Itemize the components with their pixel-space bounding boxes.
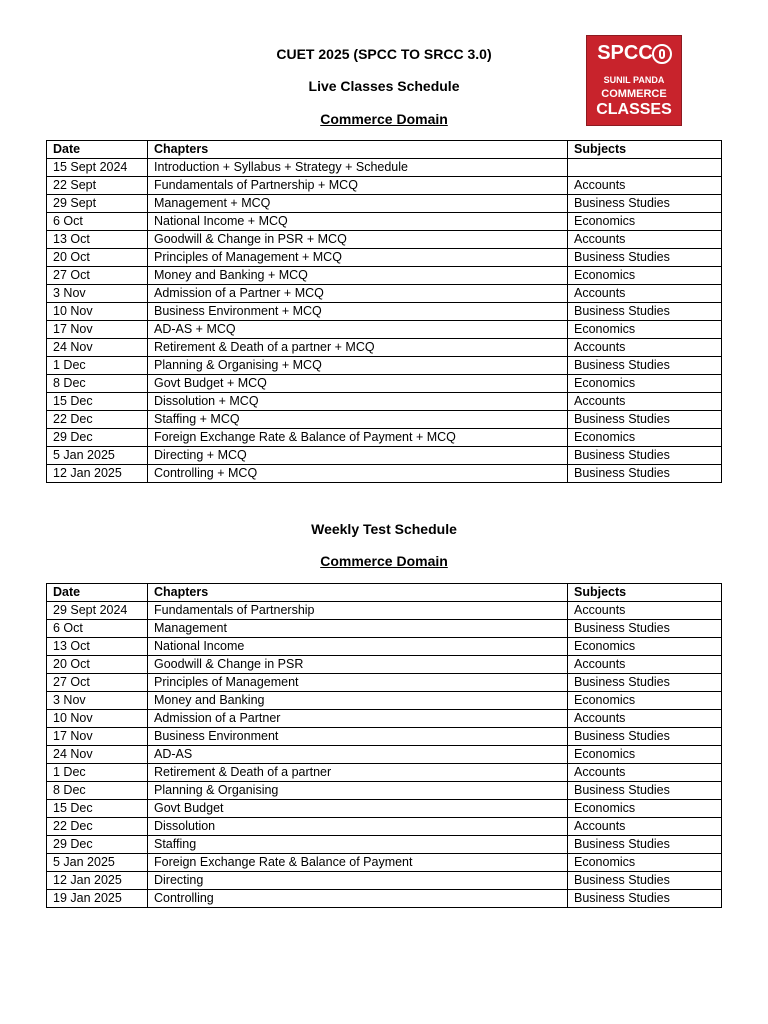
cell-chapter: Fundamentals of Partnership + MCQ — [148, 177, 568, 195]
cell-chapter: Foreign Exchange Rate & Balance of Payment + MCQ — [148, 429, 568, 447]
cell-date: 27 Oct — [47, 267, 148, 285]
cell-chapter: Goodwill & Change in PSR + MCQ — [148, 231, 568, 249]
table-row — [47, 818, 722, 836]
cell-chapter: Management — [148, 620, 568, 638]
cell-subject: Economics — [568, 746, 722, 764]
cell-subject: Economics — [568, 800, 722, 818]
table-row — [47, 375, 722, 393]
cell-subject: Business Studies — [568, 890, 722, 908]
header-chapters: Chapters — [148, 141, 568, 159]
table-row — [47, 393, 722, 411]
cell-subject: Accounts — [568, 339, 722, 357]
cell-chapter: Govt Budget — [148, 800, 568, 818]
table-row — [47, 303, 722, 321]
cell-subject: Business Studies — [568, 674, 722, 692]
cell-subject: Business Studies — [568, 447, 722, 465]
cell-subject: Accounts — [568, 602, 722, 620]
cell-date: 10 Nov — [47, 710, 148, 728]
cell-subject: Accounts — [568, 393, 722, 411]
cell-chapter: Money and Banking + MCQ — [148, 267, 568, 285]
cell-chapter: Admission of a Partner — [148, 710, 568, 728]
cell-chapter: Goodwill & Change in PSR — [148, 656, 568, 674]
table-row — [47, 836, 722, 854]
cell-chapter: Planning & Organising + MCQ — [148, 357, 568, 375]
logo-line-1: SUNIL PANDA — [603, 75, 665, 85]
cell-subject: Economics — [568, 854, 722, 872]
cell-date: 17 Nov — [47, 728, 148, 746]
cell-date: 15 Dec — [47, 800, 148, 818]
cell-subject: Business Studies — [568, 782, 722, 800]
cell-chapter: Fundamentals of Partnership — [148, 602, 568, 620]
cell-chapter: Controlling + MCQ — [148, 465, 568, 483]
cell-subject: Accounts — [568, 656, 722, 674]
cell-date: 6 Oct — [47, 620, 148, 638]
table-row — [47, 692, 722, 710]
table-row — [47, 674, 722, 692]
logo-line-2: COMMERCE — [601, 88, 667, 100]
cell-chapter: Staffing — [148, 836, 568, 854]
spcc-logo — [586, 35, 682, 126]
cell-date: 15 Dec — [47, 393, 148, 411]
cell-subject: Business Studies — [568, 357, 722, 375]
cell-date: 24 Nov — [47, 339, 148, 357]
cell-date: 12 Jan 2025 — [47, 465, 148, 483]
cell-date: 29 Sept 2024 — [47, 602, 148, 620]
cell-date: 19 Jan 2025 — [47, 890, 148, 908]
table-row — [47, 890, 722, 908]
table-header-row — [47, 141, 722, 159]
cell-chapter: Foreign Exchange Rate & Balance of Payment — [148, 854, 568, 872]
cell-subject — [568, 159, 722, 177]
cell-subject: Business Studies — [568, 728, 722, 746]
cell-chapter: Directing + MCQ — [148, 447, 568, 465]
header-chapters: Chapters — [148, 584, 568, 602]
cell-subject: Business Studies — [568, 836, 722, 854]
table-row — [47, 710, 722, 728]
table-row — [47, 249, 722, 267]
cell-subject: Economics — [568, 267, 722, 285]
cell-date: 24 Nov — [47, 746, 148, 764]
cell-date: 1 Dec — [47, 357, 148, 375]
live-classes-table — [46, 140, 722, 483]
cell-chapter: National Income — [148, 638, 568, 656]
cell-chapter: Retirement & Death of a partner — [148, 764, 568, 782]
cell-date: 13 Oct — [47, 638, 148, 656]
table-row — [47, 465, 722, 483]
cell-date: 17 Nov — [47, 321, 148, 339]
cell-date: 15 Sept 2024 — [47, 159, 148, 177]
header-subjects: Subjects — [568, 141, 722, 159]
cell-chapter: Business Environment — [148, 728, 568, 746]
cell-chapter: Money and Banking — [148, 692, 568, 710]
weekly-tests-table — [46, 583, 722, 908]
table-row — [47, 447, 722, 465]
table-row — [47, 195, 722, 213]
cell-subject: Business Studies — [568, 303, 722, 321]
table-row — [47, 285, 722, 303]
cell-subject: Accounts — [568, 710, 722, 728]
cell-subject: Accounts — [568, 764, 722, 782]
page-title: CUET 2025 (SPCC TO SRCC 3.0) — [276, 46, 492, 62]
cell-date: 20 Oct — [47, 249, 148, 267]
weekly-schedule-heading: Weekly Test Schedule — [311, 521, 457, 537]
cell-date: 5 Jan 2025 — [47, 854, 148, 872]
table-row — [47, 602, 722, 620]
table-row — [47, 429, 722, 447]
table-row — [47, 746, 722, 764]
cell-subject: Business Studies — [568, 411, 722, 429]
cell-chapter: Directing — [148, 872, 568, 890]
table-row — [47, 177, 722, 195]
table-row — [47, 411, 722, 429]
cell-subject: Accounts — [568, 231, 722, 249]
cell-chapter: Business Environment + MCQ — [148, 303, 568, 321]
table-row — [47, 159, 722, 177]
table-row — [47, 267, 722, 285]
cell-subject: Business Studies — [568, 465, 722, 483]
table-row — [47, 728, 722, 746]
header-date: Date — [47, 141, 148, 159]
header-date: Date — [47, 584, 148, 602]
cell-date: 8 Dec — [47, 782, 148, 800]
cell-date: 6 Oct — [47, 213, 148, 231]
table-row — [47, 656, 722, 674]
cell-subject: Accounts — [568, 818, 722, 836]
live-domain-heading: Commerce Domain — [320, 111, 448, 127]
cell-chapter: Admission of a Partner + MCQ — [148, 285, 568, 303]
table-row — [47, 872, 722, 890]
table-row — [47, 782, 722, 800]
cell-subject: Accounts — [568, 285, 722, 303]
table-row — [47, 231, 722, 249]
table-row — [47, 764, 722, 782]
cell-date: 20 Oct — [47, 656, 148, 674]
cell-chapter: Management + MCQ — [148, 195, 568, 213]
cell-date: 22 Dec — [47, 818, 148, 836]
cell-subject: Economics — [568, 692, 722, 710]
cell-chapter: Retirement & Death of a partner + MCQ — [148, 339, 568, 357]
table-row — [47, 620, 722, 638]
cell-date: 12 Jan 2025 — [47, 872, 148, 890]
cell-date: 29 Sept — [47, 195, 148, 213]
table-header-row — [47, 584, 722, 602]
table-row — [47, 321, 722, 339]
cell-chapter: Govt Budget + MCQ — [148, 375, 568, 393]
header-subjects: Subjects — [568, 584, 722, 602]
cell-date: 8 Dec — [47, 375, 148, 393]
cell-date: 3 Nov — [47, 285, 148, 303]
cell-chapter: Principles of Management — [148, 674, 568, 692]
cell-subject: Accounts — [568, 177, 722, 195]
logo-brand: SPCC — [597, 42, 653, 64]
cell-subject: Business Studies — [568, 195, 722, 213]
cell-date: 3 Nov — [47, 692, 148, 710]
cell-chapter: Controlling — [148, 890, 568, 908]
cell-subject: Economics — [568, 321, 722, 339]
cell-date: 1 Dec — [47, 764, 148, 782]
cell-subject: Economics — [568, 375, 722, 393]
cell-date: 5 Jan 2025 — [47, 447, 148, 465]
table-row — [47, 638, 722, 656]
cell-date: 29 Dec — [47, 836, 148, 854]
cell-date: 27 Oct — [47, 674, 148, 692]
cell-date: 13 Oct — [47, 231, 148, 249]
cell-subject: Economics — [568, 638, 722, 656]
table-row — [47, 339, 722, 357]
cell-chapter: Principles of Management + MCQ — [148, 249, 568, 267]
cell-subject: Economics — [568, 213, 722, 231]
weekly-domain-heading: Commerce Domain — [320, 553, 448, 569]
cell-subject: Business Studies — [568, 620, 722, 638]
cell-chapter: AD-AS + MCQ — [148, 321, 568, 339]
cell-chapter: Dissolution — [148, 818, 568, 836]
table-row — [47, 357, 722, 375]
table-row — [47, 854, 722, 872]
cell-chapter: Staffing + MCQ — [148, 411, 568, 429]
cell-chapter: Dissolution + MCQ — [148, 393, 568, 411]
cell-chapter: Planning & Organising — [148, 782, 568, 800]
cell-date: 29 Dec — [47, 429, 148, 447]
cell-subject: Business Studies — [568, 249, 722, 267]
live-schedule-heading: Live Classes Schedule — [308, 78, 460, 94]
table-row — [47, 800, 722, 818]
cell-chapter: National Income + MCQ — [148, 213, 568, 231]
cell-subject: Economics — [568, 429, 722, 447]
cell-chapter: AD-AS — [148, 746, 568, 764]
cell-chapter: Introduction + Syllabus + Strategy + Schedule — [148, 159, 568, 177]
cell-date: 22 Dec — [47, 411, 148, 429]
cell-date: 10 Nov — [47, 303, 148, 321]
cell-date: 22 Sept — [47, 177, 148, 195]
cell-subject: Business Studies — [568, 872, 722, 890]
logo-line-3: CLASSES — [596, 101, 672, 118]
table-row — [47, 213, 722, 231]
logo-emblem-icon — [652, 44, 672, 64]
